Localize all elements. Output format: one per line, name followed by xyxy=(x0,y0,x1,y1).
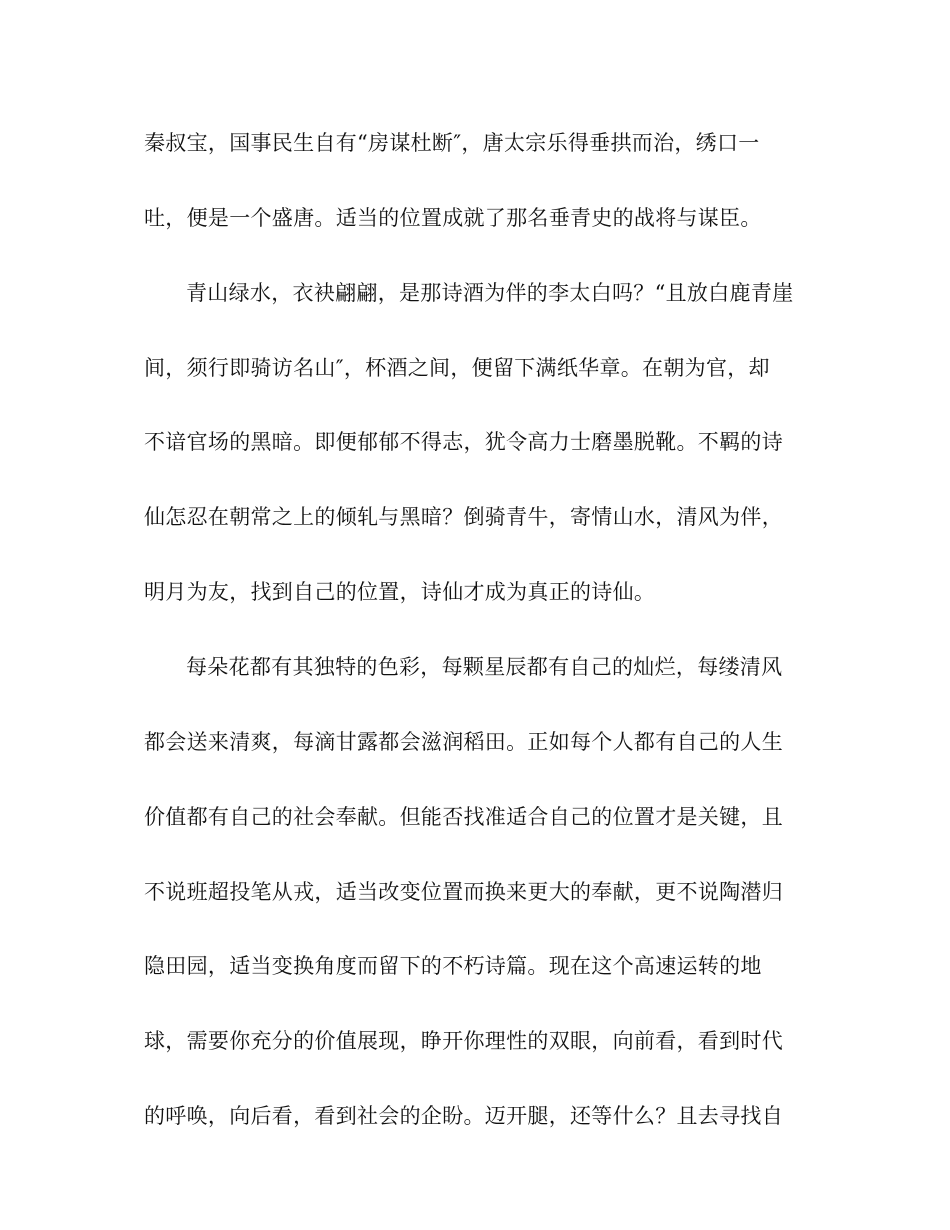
paragraph-start-line: 每朵花都有其独特的色彩，每颗星辰都有自己的灿烂，每缕清风 xyxy=(186,655,783,679)
text-line: 价值都有自己的社会奉献。但能否找准适合自己的位置才是关键，且 xyxy=(144,805,783,829)
text-line: 隐田园，适当变换角度而留下的不朽诗篇。现在这个高速运转的地 xyxy=(144,954,762,978)
text-line: 球，需要你充分的价值展现，睁开你理性的双眼，向前看，看到时代 xyxy=(144,1029,783,1053)
paragraph-start-line: 青山绿水，衣袂翩翩，是那诗酒为伴的李太白吗？“且放白鹿青崖 xyxy=(186,281,794,305)
text-line: 都会送来清爽，每滴甘露都会滋润稻田。正如每个人都有自己的人生 xyxy=(144,730,783,754)
text-line: 秦叔宝，国事民生自有“房谋杜断″，唐太宗乐得垂拱而治，绣口一 xyxy=(144,131,760,155)
text-line: 不说班超投笔从戎，适当改变位置而换来更大的奉献，更不说陶潜归 xyxy=(144,880,783,904)
text-line: 明月为友，找到自己的位置，诗仙才成为真正的诗仙。 xyxy=(144,580,656,604)
text-line: 的呼唤，向后看，看到社会的企盼。迈开腿，还等什么？且去寻找自 xyxy=(144,1104,783,1128)
text-line: 吐，便是一个盛唐。适当的位置成就了那名垂青史的战将与谋臣。 xyxy=(144,206,762,230)
text-line: 间，须行即骑访名山″，杯酒之间，便留下满纸华章。在朝为官，却 xyxy=(144,356,770,380)
text-line: 不谙官场的黑暗。即便郁郁不得志，犹令高力士磨墨脱靴。不羁的诗 xyxy=(144,430,783,454)
text-line: 仙怎忍在朝常之上的倾轧与黑暗？倒骑青牛，寄情山水，清风为伴， xyxy=(144,505,783,529)
